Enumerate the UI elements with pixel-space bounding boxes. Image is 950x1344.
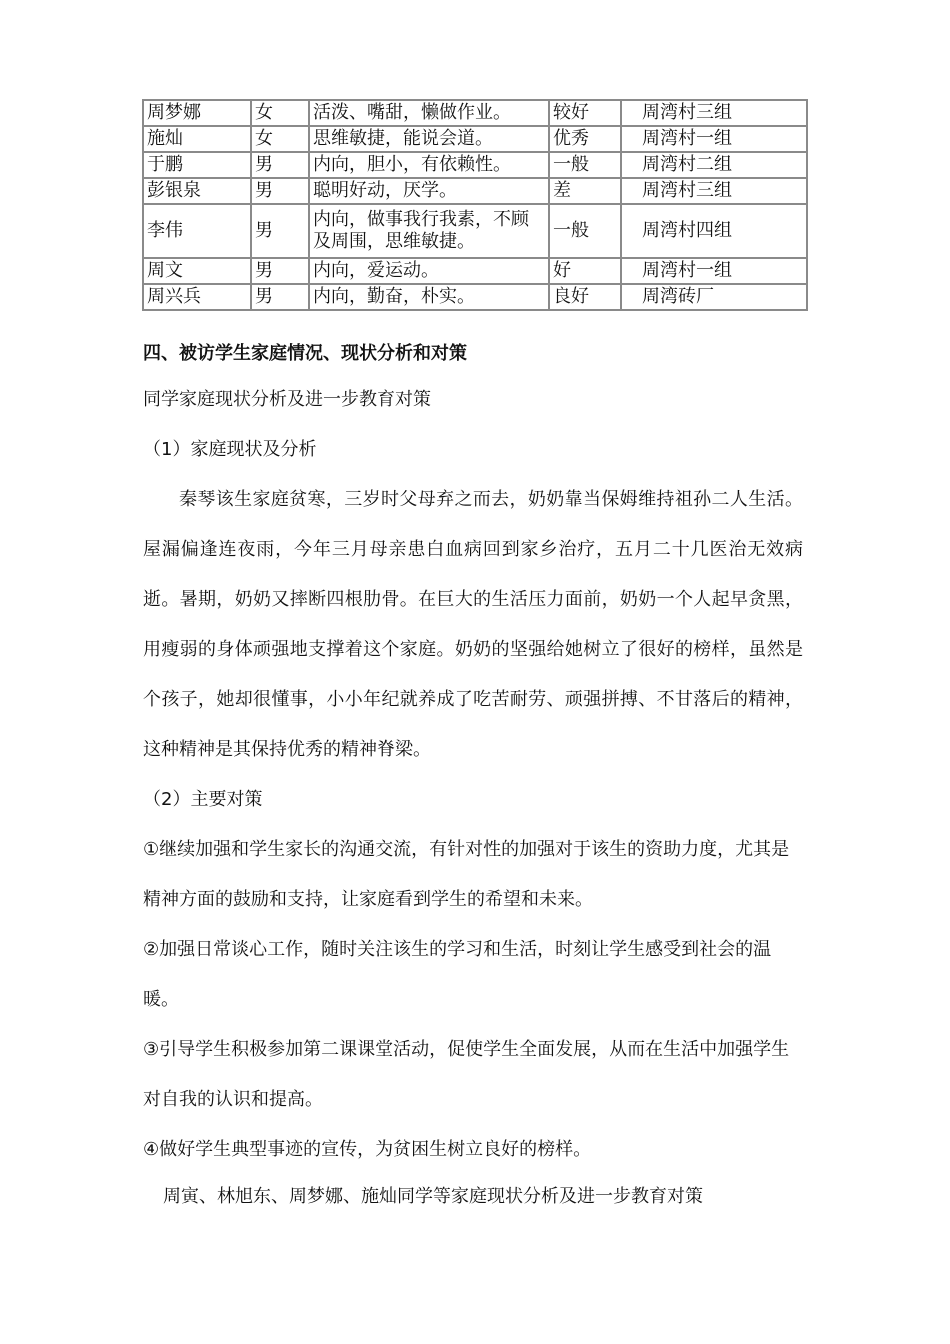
student-name-cell: 周文 <box>143 258 251 284</box>
part1-title: （1）家庭现状及分析 <box>143 439 317 460</box>
student-residence-cell: 周湾村三组 <box>621 178 807 204</box>
student-info-table <box>142 99 808 311</box>
student-name-cell: 于鹏 <box>143 152 251 178</box>
student-character-cell: 聪明好动，厌学。 <box>309 178 549 204</box>
student-grade-cell: 较好 <box>549 100 621 126</box>
student-sex-cell: 男 <box>251 284 309 310</box>
table-row <box>143 152 807 178</box>
part2-title: （2）主要对策 <box>143 789 263 810</box>
student-grade-cell: 优秀 <box>549 126 621 152</box>
student-sex-cell: 男 <box>251 258 309 284</box>
footer-line: 周寅、林旭东、周梦娜、施灿同学等家庭现状分析及进一步教育对策 <box>163 1186 703 1207</box>
student-grade-cell: 一般 <box>549 152 621 178</box>
section-subtitle: 同学家庭现状分析及进一步教育对策 <box>143 389 431 410</box>
measure-item-1: ①继续加强和学生家长的沟通交流，有针对性的加强对于该生的资助力度，尤其是精神方面的鼓励和支持，让家庭看到学生的希望和未来。 <box>143 839 790 910</box>
student-name-cell: 彭银泉 <box>143 178 251 204</box>
part1-body: 秦琴该生家庭贫寒，三岁时父母弃之而去，奶奶靠当保姆维持祖孙二人生活。屋漏偏逢连夜雨，今年三月母亲患白血病回到家乡治疗，五月二十几医治无效病逝。暑期，奶奶又摔断四根肋骨。在巨大的生活压力面前，奶奶一个人起早贪黑，用瘦弱的身体顽强地支撑着这个家庭。奶奶的坚强给她树立了很好的榜样，虽然是个孩子，她却很懂事，小小年纪就养成了吃苦耐劳、顽强拼搏、不甘落后的精神，这种精神是其保持优秀的精神脊梁。 <box>143 489 803 760</box>
student-character-cell: 思维敏捷，能说会道。 <box>309 126 549 152</box>
student-character-cell: 活泼、嘴甜，懒做作业。 <box>309 100 549 126</box>
table-row <box>143 126 807 152</box>
section-heading: 四、被访学生家庭情况、现状分析和对策 <box>143 343 467 364</box>
student-grade-cell: 好 <box>549 258 621 284</box>
student-sex-cell: 女 <box>251 100 309 126</box>
table-row <box>143 284 807 310</box>
student-character-cell: 内向，勤奋，朴实。 <box>309 284 549 310</box>
student-character-cell: 内向，爱运动。 <box>309 258 549 284</box>
measure-item-3: ③引导学生积极参加第二课课堂活动，促使学生全面发展，从而在生活中加强学生对自我的认识和提高。 <box>143 1039 790 1110</box>
student-name-cell: 周梦娜 <box>143 100 251 126</box>
student-residence-cell: 周湾村二组 <box>621 152 807 178</box>
student-residence-cell: 周湾村一组 <box>621 126 807 152</box>
measure-item-2: ②加强日常谈心工作，随时关注该生的学习和生活，时刻让学生感受到社会的温暖。 <box>143 939 772 1010</box>
student-name-cell: 周兴兵 <box>143 284 251 310</box>
student-grade-cell: 一般 <box>549 204 621 258</box>
student-residence-cell: 周湾砖厂 <box>621 284 807 310</box>
student-grade-cell: 良好 <box>549 284 621 310</box>
student-residence-cell: 周湾村一组 <box>621 258 807 284</box>
student-character-cell: 内向，胆小，有依赖性。 <box>309 152 549 178</box>
student-sex-cell: 女 <box>251 126 309 152</box>
table-row <box>143 258 807 284</box>
table-row <box>143 178 807 204</box>
student-name-cell: 李伟 <box>143 204 251 258</box>
student-name-cell: 施灿 <box>143 126 251 152</box>
student-table-body <box>143 100 807 310</box>
table-row <box>143 100 807 126</box>
measure-item-4: ④做好学生典型事迹的宣传，为贫困生树立良好的榜样。 <box>143 1139 592 1160</box>
student-sex-cell: 男 <box>251 204 309 258</box>
student-grade-cell: 差 <box>549 178 621 204</box>
table-row <box>143 204 807 258</box>
student-sex-cell: 男 <box>251 152 309 178</box>
student-residence-cell: 周湾村三组 <box>621 100 807 126</box>
student-character-cell: 内向，做事我行我素，不顾及周围，思维敏捷。 <box>309 204 549 258</box>
student-sex-cell: 男 <box>251 178 309 204</box>
student-residence-cell: 周湾村四组 <box>621 204 807 258</box>
